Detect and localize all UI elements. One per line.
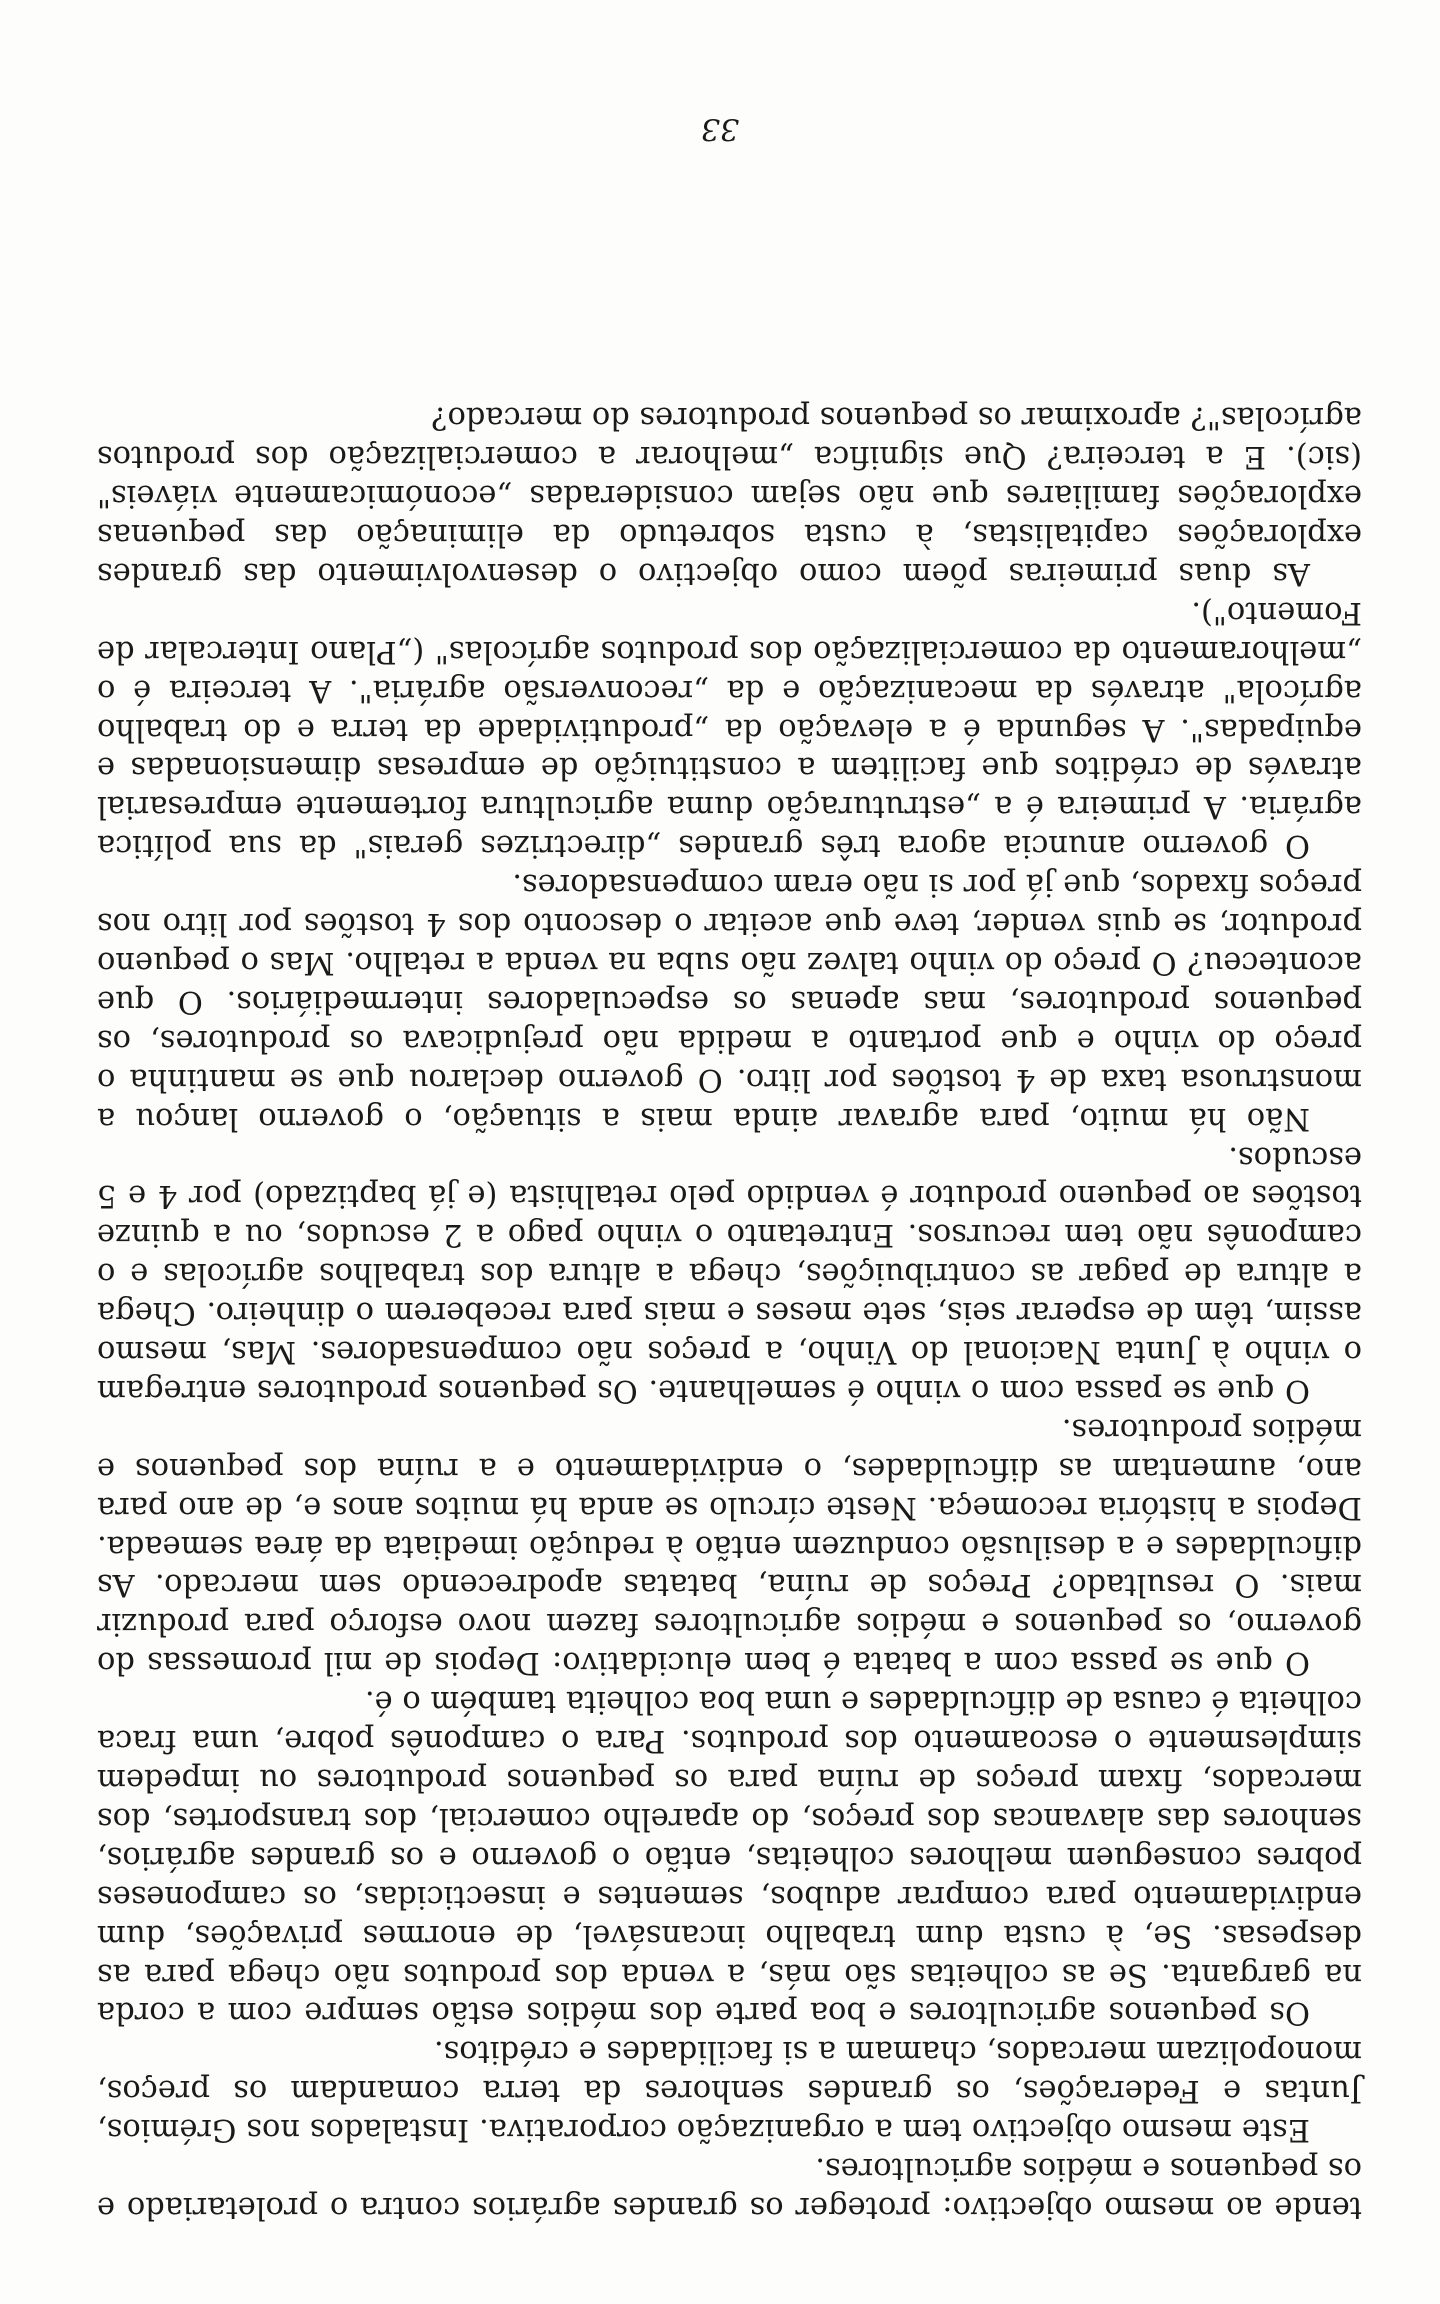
paragraph: As duas primeiras põem como objectivo o desenvolvimento das grandes explorações capitalistas, à custa sobretudo da eliminação das pequenas explorações familiares que não sejam consideradas „económicamente viáveis" (sic). E a terceira? Que significa „melhorar a comercialização dos produtos agrícolas"? aproximar os pequenos produtores do mercado? [97,400,1362,591]
paragraph: Este mesmo objectivo tem a organização corporativa. Instalados nos Grémios, Juntas e Federações, os grandes senhores da terra comandam os preços, monopolizam mercados, chamam a si facilidades e créditos. [97,2034,1362,2148]
paragraph: O que se passa com o vinho é semelhante. Os pequenos produtores entregam o vinho à Junta Nacional do Vinho, a preços não compensadores. Mas, mesmo assim, têm de esperar seis, sete meses e mais para receberem o dinheiro. Chega a altura de pagar as contribuições, chega a altura dos trabalhos agrícolas e o camponês não tem recursos. Entretanto o vinho pago a 2 escudos, ou a quinze tostões ao pequeno produtor é vendido pelo retalhista (e já baptizado) por 4 e 5 escudos. [97,1139,1362,1408]
body-text [97,397,1362,2226]
page-number: 33 [700,111,740,146]
paragraph: O governo anuncia agora três grandes „directrizes gerais" da sua política agrária. A primeira é a „estruturação duma agricultura fortemente empresarial através de créditos que facilitem a constituição de empresas dimensionadas e equipadas". A segunda é a elevação da „produtividade da terra e do trabalho agrícola" através da mecanização e da „reconversão agrária". A terceira é o „melhoramento da comercialização dos produtos agrícolas" („Plano Intercalar de Fomento"). [97,594,1362,864]
paragraph: Não há muito, para agravar ainda mais a situação, o governo lançou a monstruosa taxa de 4 tostões por litro. O governo declarou que se mantinha o preço do vinho e que portanto a medida não prejudicava os produtores, os pequenos produtores, mas apenas os especuladores intermediários. O que aconteceu? O preço do vinho talvez não suba na venda a retalho. Mas o pequeno produtor, se quis vender, teve que aceitar o desconto dos 4 tostões por litro nos preços fixados, que já por si não eram compensadores. [97,867,1362,1136]
paragraph: O que se passa com a batata é bem elucidativo: Depois de mil promessas do governo, os pequenos e médios agricultores fazem novo esforço para produzir mais. O resultado? Preços de ruína, batatas apodrecendo sem mercado. As dificuldades e a desilusão conduzem então à redução imediata da área semeada. Depois a história recomeça. Neste círculo se anda há muitos anos e, de ano para ano, aumentam as dificuldades, o endividamento e a ruína dos pequenos e médios produtores. [97,1411,1362,1681]
paragraph: tende ao mesmo objectivo: proteger os grandes agrários contra o proletariado e os pequenos e médios agricultores. [97,2151,1362,2225]
paragraph: Os pequenos agricultores e boa parte dos médios estão sempre com a corda na garganta. Se as colheitas são más, a venda dos produtos não chega para as despesas. Se, à custa dum trabalho incansável, de enormes privações, dum endividamento para comprar adubos, sementes e insecticidas, os camponeses pobres conseguem melhores colheitas, então o governo e os grandes agrários, senhores das alavancas dos preços, do aparelho comercial, dos transportes, dos mercados, fixam preços de ruína para os pequenos produtores ou impedem simplesmente o escoamento dos produtos. Para o camponês pobre, uma fraca colheita é causa de dificuldades e uma boa colheita também o é. [97,1684,1362,2031]
